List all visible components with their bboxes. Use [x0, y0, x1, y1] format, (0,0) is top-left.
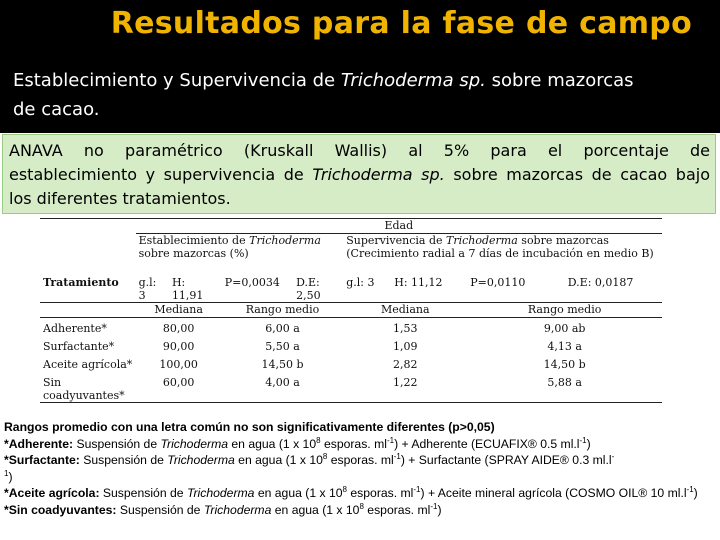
sub-header-mediana-b: Mediana [343, 303, 467, 318]
note-exponent: 8 [342, 485, 347, 495]
note-species: Trichoderma [203, 502, 272, 517]
note-text: Suspensión de [73, 436, 161, 451]
note-text: ) + Surfactante (SPRAY AIDE® 0.3 ml.l [400, 453, 612, 468]
slide-title: Resultados para la fase de campo [110, 6, 692, 41]
col-b-title-text: Supervivencia de [346, 234, 447, 247]
note-text: ) [8, 469, 13, 484]
note-exponent: -1 [386, 435, 395, 445]
sub-header-mediana-a: Mediana [136, 303, 222, 318]
cell-a-rank: 4,00 a [222, 372, 344, 403]
cell-a-median: 60,00 [136, 372, 222, 403]
stat-p-b: P=0,0110 [467, 276, 564, 303]
note-text: esporas. ml [320, 436, 387, 451]
note-exponent: 8 [359, 501, 364, 511]
note-exponent: 1 [4, 468, 9, 478]
note-species: Trichoderma [160, 436, 229, 451]
col-b-title-species: Trichoderma [446, 234, 518, 247]
note-text: Suspensión de [79, 453, 168, 468]
anava-description-box [2, 134, 716, 214]
note-text: en agua (1 x 10 [234, 453, 323, 468]
stat-de-a: D.E: 2,50 [293, 276, 343, 303]
cell-b-median: 1,53 [393, 322, 418, 335]
row-name: Aceite agrícola* [43, 358, 133, 371]
note-exponent: 8 [316, 435, 321, 445]
note-text: ) [586, 436, 591, 451]
sub-header-rango-b: Rango medio [467, 303, 662, 318]
sub-header-rango-a: Rango medio [222, 303, 344, 318]
note-text: esporas. ml [347, 486, 414, 501]
note-exponent: 8 [322, 452, 328, 462]
cell-a-median: 80,00 [162, 322, 195, 335]
cell-b-rank: 5,88 a [467, 372, 662, 403]
note-exponent: - [611, 452, 615, 462]
note-text: ) + Aceite mineral agrícola (COSMO OIL® 10 ml.l [420, 486, 687, 501]
stat-de-b: D.E: 0,0187 [565, 276, 662, 303]
subtitle-text-end: sobre mazorcas [485, 70, 634, 91]
col-a-title-end: sobre mazorcas (%) [138, 247, 249, 260]
blank-cell [40, 303, 136, 318]
note-text: en agua (1 x 10 [271, 502, 360, 517]
note-label: *Sin coadyuvantes: [4, 502, 117, 517]
note-text: ) [693, 486, 698, 501]
subtitle-species: Trichoderma sp. [340, 70, 486, 91]
note-text: ) + Adherente (ECUAFIX® 0.5 ml.l [394, 436, 580, 451]
note-text: esporas. ml [363, 502, 431, 517]
subtitle-text: Establecimiento y Supervivencia de [13, 70, 341, 91]
table-row [40, 336, 662, 354]
box-line-2-text: establecimiento y supervivencia de [9, 165, 313, 184]
row-name: Adherente* [43, 322, 107, 335]
results-table [40, 218, 662, 403]
note-exponent: -1 [579, 435, 587, 445]
note-exponent: -1 [430, 501, 438, 511]
col-a-title [136, 234, 344, 277]
row-name: Sin coadyuvantes* [40, 372, 136, 403]
note-text: esporas. ml [327, 453, 394, 468]
note-species: Trichoderma [167, 453, 235, 468]
note-surfactante [4, 452, 716, 485]
slide-subtitle [13, 66, 713, 124]
note-exponent: -1 [413, 485, 421, 495]
table-row [40, 318, 662, 337]
note-text: en agua (1 x 10 [228, 436, 317, 451]
stat-p-a: P=0,0034 [222, 276, 293, 303]
box-line-2 [9, 163, 710, 187]
note-aceite [4, 485, 716, 502]
results-table-image [40, 218, 662, 412]
note-ranks-text: Rangos promedio con una letra común no son significativamente diferentes (p>0,05) [4, 420, 495, 434]
cell-a-rank: 6,00 a [265, 322, 300, 335]
blank-cell [40, 219, 136, 234]
box-line-3: los diferentes tratamientos. [9, 189, 231, 208]
cell-a-median: 90,00 [162, 340, 195, 353]
cell-b-median: 2,82 [393, 358, 418, 371]
note-label: *Aceite agrícola: [4, 486, 100, 501]
col-a-title-species: Trichoderma [249, 234, 321, 247]
note-text: ) [437, 502, 442, 517]
table-row [40, 372, 662, 403]
note-sin-coadyuvantes [4, 502, 716, 519]
note-text: en agua (1 x 10 [254, 486, 343, 501]
cell-b-rank: 14,50 b [543, 358, 586, 371]
table-notes [4, 419, 716, 519]
box-line-1: ANAVA no paramétrico (Kruskall Wallis) al 5% para el porcentaje de [9, 141, 710, 160]
subtitle-line2: de cacao. [13, 99, 100, 120]
cell-b-rank: 4,13 a [547, 340, 582, 353]
tratamiento-header: Tratamiento [40, 276, 136, 303]
note-text: Suspensión de [99, 486, 187, 501]
note-adherente [4, 436, 716, 453]
note-label: *Surfactante: [4, 453, 80, 468]
note-ranks [4, 419, 716, 436]
stat-h-b: H: 11,12 [391, 276, 467, 303]
box-line-2-species: Trichoderma sp. [312, 165, 445, 184]
note-species: Trichoderma [186, 486, 255, 501]
note-exponent: -1 [393, 452, 401, 462]
col-b-title-end: sobre mazorcas (Crecimiento radial a 7 días de incubación en medio B) [346, 234, 654, 260]
edad-header: Edad [136, 219, 662, 234]
box-line-2-end: sobre mazorcas de cacao bajo [444, 165, 710, 184]
cell-a-rank: 5,50 a [265, 340, 300, 353]
stat-gl-b: g.l: 3 [343, 276, 391, 303]
table-row [40, 354, 662, 372]
col-a-title-text: Establecimiento de [138, 234, 250, 247]
blank-cell [40, 234, 136, 277]
cell-a-median: 100,00 [159, 358, 198, 371]
cell-a-rank: 14,50 b [261, 358, 304, 371]
stat-h-a: H: 11,91 [169, 276, 222, 303]
row-name: Surfactante* [43, 340, 115, 353]
cell-b-median: 1,22 [343, 372, 467, 403]
cell-b-median: 1,09 [393, 340, 418, 353]
cell-b-rank: 9,00 ab [543, 322, 586, 335]
col-b-title [343, 234, 662, 277]
note-exponent: -1 [686, 485, 694, 495]
note-text: Suspensión de [116, 502, 204, 517]
note-label: *Adherente: [4, 436, 74, 451]
stat-gl-a: g.l: 3 [136, 276, 169, 303]
